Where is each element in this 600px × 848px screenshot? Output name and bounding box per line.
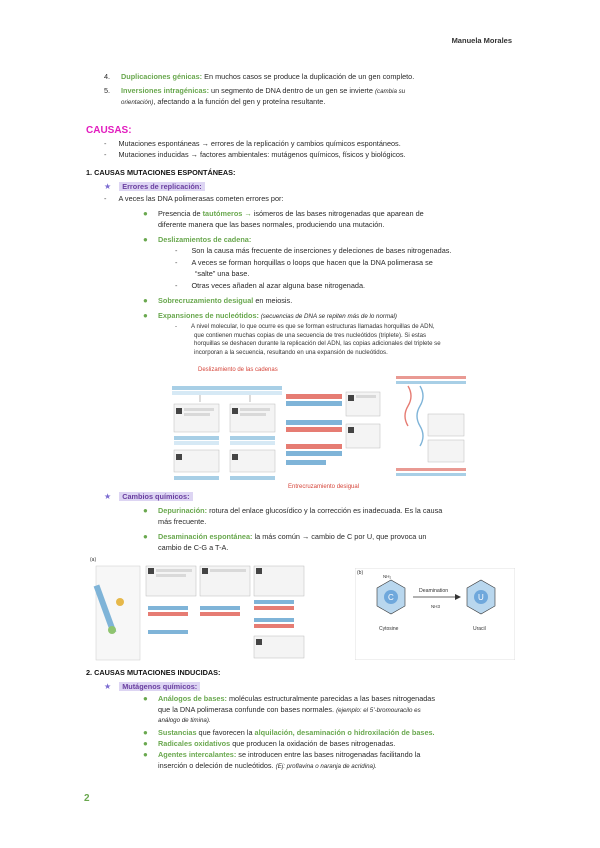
tautomeros-line-1 <box>158 209 514 220</box>
tautomeros-line-2: diferente manera que las bases normales, produciendo una mutación. <box>158 220 385 229</box>
analogos-line-3: análogo de timina). <box>158 717 211 724</box>
text: A nivel molecular, lo que ocurre es que se forman estructuras llamadas horquillas de ADN, <box>191 323 435 330</box>
section-heading-2: 2. CAUSAS MUTACIONES INDUCIDAS: <box>86 668 221 677</box>
desl-item-2-cont: “salte” una base. <box>195 269 250 278</box>
list-number: 5. <box>104 86 111 95</box>
note: (secuencias de DNA se repiten más de lo normal) <box>258 313 397 320</box>
list-item-5 <box>104 86 110 97</box>
star-icon: ★ <box>104 682 112 691</box>
note: (ejemplo: el 5’-bromouracilo es <box>336 707 421 714</box>
nh3-label: NH3 <box>431 604 441 609</box>
text: un segmento de DNA dentro de un gen se invierte <box>209 86 375 95</box>
text: A veces se forman horquillas o loops que hacen que la DNA polimerasa se <box>191 258 433 267</box>
text: que favorecen la <box>196 728 255 737</box>
text: incorporan a la secuencia, resultando en una expansión de nucleótidos. <box>194 348 388 356</box>
figure-caption: Entrecruzamiento desigual <box>288 484 360 490</box>
term: Depurinación: <box>158 506 208 515</box>
page-number: 2 <box>84 793 90 804</box>
list-item-5-text-2 <box>121 97 325 109</box>
figure-replication-errors <box>170 364 470 490</box>
term: Expansiones de nucleótidos: <box>158 311 259 320</box>
text: A veces las DNA polimerasas cometen errores por: <box>118 194 284 203</box>
text: horquillas se deshacen durante la replicación del ADN, las copias adicionales del triplete se <box>194 340 441 348</box>
nh2-label: NH₂ <box>383 574 392 579</box>
desl-item-2: - A veces se forman horquillas o loops que hacen que la DNA polimerasa se <box>175 258 433 267</box>
cytosine-letter: C <box>388 593 394 602</box>
highlight-label: Cambios químicos: <box>119 492 192 501</box>
term: Radicales oxidativos <box>158 739 231 748</box>
bullet-icon: ● <box>143 506 148 515</box>
uracil-letter: U <box>478 593 484 602</box>
bullet-icon: ● <box>143 209 148 218</box>
section-title-causas: CAUSAS: <box>86 125 132 136</box>
panel-label: (a) <box>90 557 97 563</box>
note: (cambia su <box>374 88 406 95</box>
highlight-label: Errores de replicación: <box>119 182 205 191</box>
sobrecruzamiento-line <box>158 296 292 307</box>
star-icon: ★ <box>104 182 112 191</box>
text: Mutaciones inducidas → factores ambientales: mutágenos químicos, físicos y biológicos. <box>118 150 406 159</box>
text: Presencia de <box>158 209 203 218</box>
text: Mutaciones espontáneas → errores de la replicación y cambios químicos espontáneos. <box>118 139 401 148</box>
agentes-line-2 <box>158 761 377 773</box>
depurinacion-line-2: más frecuente. <box>158 517 207 526</box>
text: Otras veces añaden al azar alguna base nitrogenada. <box>191 281 366 290</box>
analogos-line-1 <box>158 694 514 705</box>
agentes-line-1 <box>158 750 514 761</box>
term: Desaminación espontánea: <box>158 532 253 541</box>
term: Sustancias <box>158 728 197 737</box>
term: tautómeros → <box>202 209 252 218</box>
causa-item-2: - Mutaciones inducidas → factores ambientales: mutágenos químicos, físicos y biológicos. <box>104 150 406 159</box>
panel-strand-slippage <box>172 386 282 480</box>
bullet-icon: ● <box>143 296 148 305</box>
figure-deamination <box>355 568 515 660</box>
section-heading-1: 1. CAUSAS MUTACIONES ESPONTÁNEAS: <box>86 168 236 177</box>
bullet-icon: ● <box>143 311 148 320</box>
highlight-label: Mutágenos químicos: <box>119 682 200 691</box>
text: moléculas estructuralmente parecidas a las bases nitrogenadas <box>226 694 436 703</box>
panel-label: (b) <box>357 570 364 576</box>
text: En muchos casos se produce la duplicación de un gen completo. <box>202 72 415 81</box>
list-item-4-text <box>121 72 414 83</box>
text: isómeros de las bases nitrogenadas que aparean de <box>251 209 424 218</box>
intro-line: - A veces las DNA polimerasas cometen errores por: <box>104 194 284 203</box>
text: , afectando a la función del gen y proteína resultante. <box>153 97 326 106</box>
list-item-5-text <box>121 86 515 98</box>
text: rotura del enlace glucosídico y la corrección es inadecuada. Es la causa <box>207 506 443 515</box>
subheading-cambios <box>104 492 193 503</box>
subheading-errores <box>104 182 205 193</box>
term: Agentes intercalantes: <box>158 750 237 759</box>
panel-unequal-crossover <box>286 392 380 490</box>
desl-item-3: - Otras veces añaden al azar alguna base nitrogenada. <box>175 281 366 290</box>
term: Análogos de bases: <box>158 694 227 703</box>
uracil-label: Uracil <box>473 626 486 632</box>
expansiones-line <box>158 311 397 323</box>
note: orientación) <box>121 99 154 106</box>
text: que producen la oxidación de bases nitrogenadas. <box>230 739 396 748</box>
sustancias-line <box>158 728 435 739</box>
list-number: 4. <box>104 72 111 81</box>
term: alquilación, desaminación o hidroxilación de bases. <box>254 728 435 737</box>
text: en meiosis. <box>253 296 293 305</box>
analogos-line-2 <box>158 705 514 717</box>
bullet-icon: ● <box>143 694 148 703</box>
desaminacion-line-1 <box>158 532 514 543</box>
radicales-line <box>158 739 395 750</box>
star-icon: ★ <box>104 492 112 501</box>
text: que la DNA polimerasa confunde con bases normales. <box>158 705 337 714</box>
cytosine-label: Cytosine <box>379 626 399 632</box>
deamination-label: Deamination <box>419 588 449 594</box>
text: que contienen muchas copias de una secuencia de tres nucleótidos (triplete). Si estas <box>194 331 427 339</box>
bullet-icon: ● <box>143 739 148 748</box>
depurinacion-line-1 <box>158 506 514 517</box>
figure-title: Deslizamiento de las cadenas <box>198 367 278 373</box>
bullet-icon: ● <box>143 728 148 737</box>
expansion-detail: - A nivel molecular, lo que ocurre es que se forman estructuras llamadas horquillas de ADN, que contienen muchas copias de una secuencia de tres nucleótidos (triplete). Si estas horquillas se deshacen durante la replicación del ADN, las copias adicionales del triplete se incorporan a la secuencia, resultando en una expansión de nucleótidos. <box>175 323 441 356</box>
panel-expansion <box>396 376 466 476</box>
text: Son la causa más frecuente de inserciones y deleciones de bases nitrogenadas. <box>191 246 452 255</box>
text: inserción o deleción de nucleótidos. <box>158 761 276 770</box>
causa-item-1: - Mutaciones espontáneas → errores de la replicación y cambios químicos espontáneos. <box>104 139 401 148</box>
note: (Ej: proflavina o naranja de acridina). <box>275 763 377 770</box>
subheading-mutagenos <box>104 682 200 693</box>
bullet-icon: ● <box>143 750 148 759</box>
term: Duplicaciones génicas: <box>121 72 203 81</box>
text: la más común → cambio de C por U, que provoca un <box>252 532 427 541</box>
list-item-4 <box>104 72 110 83</box>
term: Sobrecruzamiento desigual <box>158 296 254 305</box>
desl-item-1: - Son la causa más frecuente de inserciones y deleciones de bases nitrogenadas. <box>175 246 452 255</box>
author-name: Manuela Morales <box>451 36 512 45</box>
term: Inversiones intragénicas: <box>121 86 210 95</box>
bullet-icon: ● <box>143 532 148 541</box>
desaminacion-line-2: cambio de C-G a T-A. <box>158 543 229 552</box>
deslizamientos-term: Deslizamientos de cadena: <box>158 235 252 244</box>
text: se introducen entre las bases nitrogenadas facilitando la <box>236 750 421 759</box>
bullet-icon: ● <box>143 235 148 244</box>
figure-depurination <box>88 554 328 664</box>
